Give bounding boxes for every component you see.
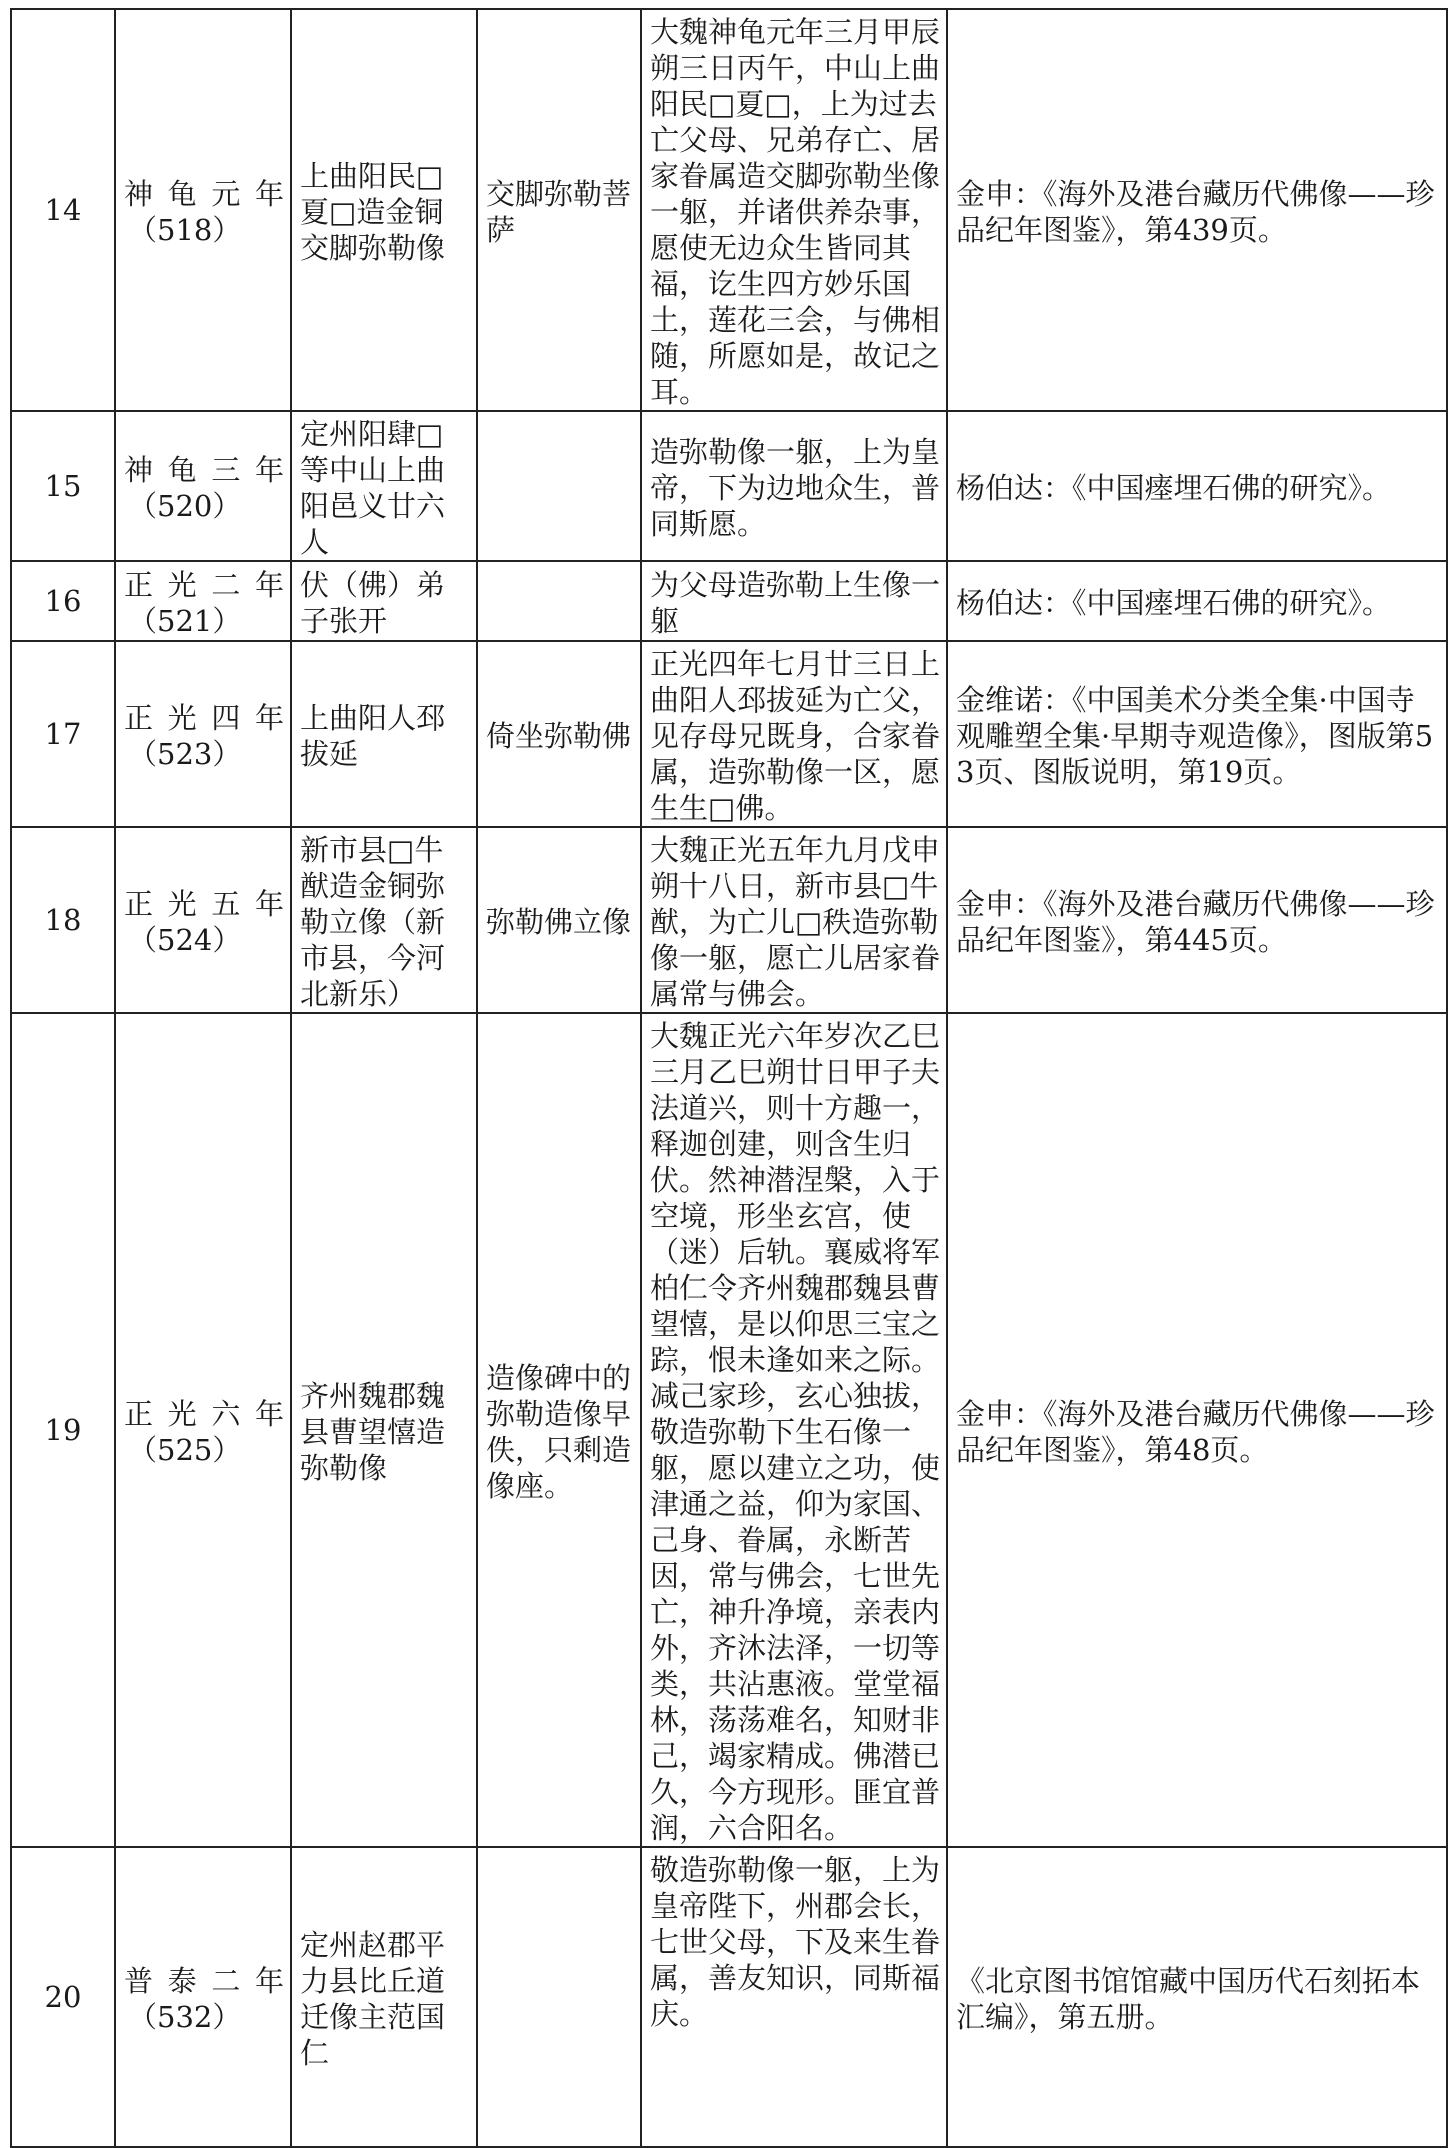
image-type-cell xyxy=(477,1847,641,2147)
source-cell: 金申：《海外及港台藏历代佛像——珍品纪年图鉴》，第48页。 xyxy=(947,1013,1447,1847)
source-cell: 金维诺：《中国美术分类全集·中国寺观雕塑全集·早期寺观造像》，图版第53页、图版说明，第19页。 xyxy=(947,641,1447,827)
inscription-cell: 为父母造弥勒上生像一躯 xyxy=(641,561,947,641)
donor-cell: 伏（佛）弟子张开 xyxy=(291,561,477,641)
table-row xyxy=(11,1013,1447,1847)
table-row xyxy=(11,827,1447,1013)
image-type-cell xyxy=(477,561,641,641)
inscription-cell: 大魏正光六年岁次乙巳三月乙巳朔廿日甲子夫法道兴，则十方趣一，释迦创建，则含生归伏。然神潜涅槃，入于空境，形坐玄宫，使（迷）后轨。襄威将军柏仁令齐州魏郡魏县曹望憘，是以仰思三宝之踪，恨未逢如来之际。减己家珍，玄心独拔，敬造弥勒下生石像一躯，愿以建立之功，使津通之益，仰为家国、己身、眷属，永断苦因，常与佛会，七世先亡，神升净境，亲表内外，齐沐法泽，一切等类，共沾惠液。堂堂福林，荡荡难名，知财非己，竭家精成。佛潜已久，今方现形。匪宜普润，六合阳名。 xyxy=(641,1013,947,1847)
table-row xyxy=(11,641,1447,827)
reign-year: 普泰二年 xyxy=(124,1964,284,1998)
row-number: 17 xyxy=(11,641,115,827)
table-row xyxy=(11,411,1447,561)
image-type-cell: 交脚弥勒菩萨 xyxy=(477,9,641,411)
image-type-cell: 弥勒佛立像 xyxy=(477,827,641,1013)
ad-year: （525） xyxy=(128,1433,242,1467)
date-cell xyxy=(115,641,291,827)
date-cell xyxy=(115,827,291,1013)
row-number: 16 xyxy=(11,561,115,641)
row-number: 15 xyxy=(11,411,115,561)
reign-year: 神龟元年 xyxy=(124,177,284,211)
ad-year: （523） xyxy=(128,737,242,771)
reign-year: 正光四年 xyxy=(124,701,284,735)
reign-year: 正光五年 xyxy=(124,887,284,921)
image-type-cell: 倚坐弥勒佛 xyxy=(477,641,641,827)
inscription-cell: 大魏正光五年九月戊申朔十八日，新市县□牛猷，为亡儿□秩造弥勒像一躯，愿亡儿居家眷属常与佛会。 xyxy=(641,827,947,1013)
source-cell: 《北京图书馆馆藏中国历代石刻拓本汇编》，第五册。 xyxy=(947,1847,1447,2147)
date-cell xyxy=(115,9,291,411)
row-number: 18 xyxy=(11,827,115,1013)
date-cell xyxy=(115,1847,291,2147)
source-cell: 杨伯达：《中国瘗埋石佛的研究》。 xyxy=(947,561,1447,641)
record-table-page xyxy=(10,8,1446,2070)
date-cell xyxy=(115,561,291,641)
ad-year: （521） xyxy=(128,604,242,638)
reign-year: 正光六年 xyxy=(124,1397,284,1431)
ad-year: （532） xyxy=(128,2000,242,2034)
table-row xyxy=(11,561,1447,641)
donor-cell: 定州阳肆□等中山上曲阳邑义廿六人 xyxy=(291,411,477,561)
inscription-cell: 大魏神龟元年三月甲辰朔三日丙午，中山上曲阳民□夏□，上为过去亡父母、兄弟存亡、居家眷属造交脚弥勒坐像一躯，并诸供养杂事，愿使无边众生皆同其福，讫生四方妙乐国土，莲花三会，与佛相随，所愿如是，故记之耳。 xyxy=(641,9,947,411)
reign-year: 正光二年 xyxy=(124,568,284,602)
row-number: 19 xyxy=(11,1013,115,1847)
source-cell: 金申：《海外及港台藏历代佛像——珍品纪年图鉴》，第445页。 xyxy=(947,827,1447,1013)
table-row xyxy=(11,9,1447,411)
donor-cell: 齐州魏郡魏县曹望憘造弥勒像 xyxy=(291,1013,477,1847)
date-cell xyxy=(115,1013,291,1847)
donor-cell: 定州赵郡平力县比丘道迁像主范国仁 xyxy=(291,1847,477,2147)
inscription-cell: 造弥勒像一躯，上为皇帝，下为边地众生，普同斯愿。 xyxy=(641,411,947,561)
donor-cell: 新市县□牛猷造金铜弥勒立像（新市县，今河北新乐） xyxy=(291,827,477,1013)
ad-year: （524） xyxy=(128,923,242,957)
reign-year: 神龟三年 xyxy=(124,453,284,487)
inscription-cell: 敬造弥勒像一躯，上为皇帝陛下，州郡会长，七世父母，下及来生眷属，善友知识，同斯福庆。 xyxy=(641,1847,947,2147)
record-table xyxy=(10,8,1448,2148)
source-cell: 杨伯达：《中国瘗埋石佛的研究》。 xyxy=(947,411,1447,561)
inscription-cell: 正光四年七月廿三日上曲阳人邳拔延为亡父，见存母兄既身，合家眷属，造弥勒像一区，愿生生□佛。 xyxy=(641,641,947,827)
source-cell: 金申：《海外及港台藏历代佛像——珍品纪年图鉴》，第439页。 xyxy=(947,9,1447,411)
donor-cell: 上曲阳民□夏□造金铜交脚弥勒像 xyxy=(291,9,477,411)
image-type-cell: 造像碑中的弥勒造像早佚，只剩造像座。 xyxy=(477,1013,641,1847)
table-row xyxy=(11,1847,1447,2147)
donor-cell: 上曲阳人邳拔延 xyxy=(291,641,477,827)
ad-year: （520） xyxy=(128,489,242,523)
row-number: 20 xyxy=(11,1847,115,2147)
image-type-cell xyxy=(477,411,641,561)
row-number: 14 xyxy=(11,9,115,411)
date-cell xyxy=(115,411,291,561)
ad-year: （518） xyxy=(128,213,242,247)
